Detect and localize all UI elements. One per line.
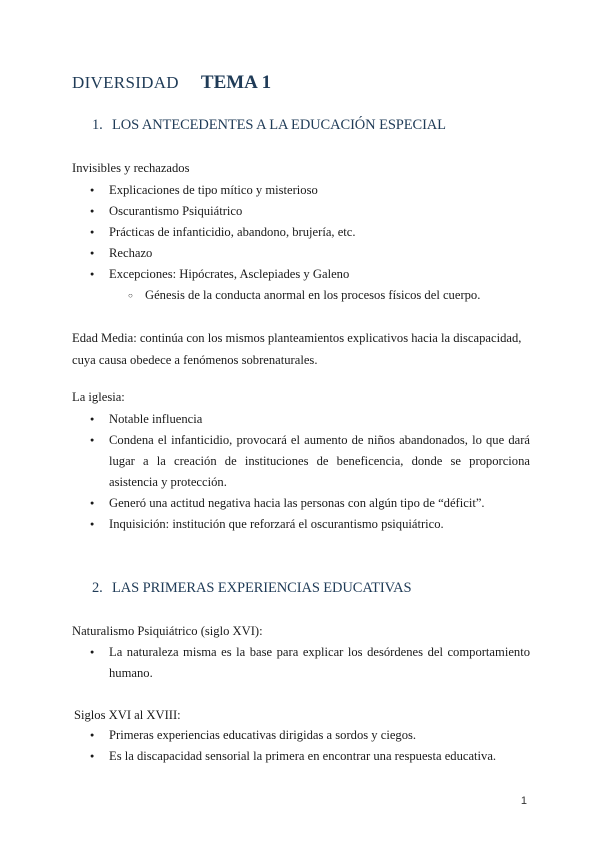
list-item: ● Notable influencia xyxy=(90,409,530,430)
title-topic: TEMA 1 xyxy=(200,72,272,93)
excepciones-sublist xyxy=(128,285,528,306)
list-item: ● Generó una actitud negativa hacia las personas con algún tipo de “déficit”. xyxy=(90,493,530,514)
list-item: ● Inquisición: institución que reforzará el oscurantismo psiquiátrico. xyxy=(90,514,530,535)
edad-media-paragraph: Edad Media: continúa con los mismos planteamientos explicativos hacia la discapacidad, cuya causa obedece a fenómenos sobrenaturales. xyxy=(72,331,522,367)
section-1-title: LOS ANTECEDENTES A LA EDUCACIÓN ESPECIAL xyxy=(112,117,446,133)
document-title xyxy=(72,72,271,94)
list-item: ● La naturaleza misma es la base para explicar los desórdenes del comportamiento humano. xyxy=(90,642,530,684)
iglesia-list xyxy=(90,409,530,535)
invisibles-list xyxy=(90,180,530,285)
page-number: 1 xyxy=(520,795,527,807)
sublist-item: ○ Génesis de la conducta anormal en los procesos físicos del cuerpo. xyxy=(128,285,528,306)
list-item: ● Oscurantismo Psiquiátrico xyxy=(90,201,530,222)
list-item: ● Es la discapacidad sensorial la primera en encontrar una respuesta educativa. xyxy=(90,746,530,767)
list-item: ● Explicaciones de tipo mítico y misterioso xyxy=(90,180,530,201)
siglos-list xyxy=(90,725,530,767)
invisibles-label: Invisibles y rechazados xyxy=(72,161,190,175)
section-2-number: 2. xyxy=(92,580,103,596)
list-item: ● Rechazo xyxy=(90,243,530,264)
title-subject: DIVERSIDAD xyxy=(72,73,179,92)
list-item: ● Excepciones: Hipócrates, Asclepiades y Galeno xyxy=(90,264,530,285)
list-item: ● Prácticas de infanticidio, abandono, brujería, etc. xyxy=(90,222,530,243)
section-2-heading xyxy=(92,580,411,597)
list-item: ● Primeras experiencias educativas dirigidas a sordos y ciegos. xyxy=(90,725,530,746)
list-item: ● Condena el infanticidio, provocará el aumento de niños abandonados, lo que dará lugar a la creación de instituciones de beneficencia, donde se proporciona asistencia y protección. xyxy=(90,430,530,493)
iglesia-label: La iglesia: xyxy=(72,390,125,404)
section-1-number: 1. xyxy=(92,117,103,133)
siglos-label: Siglos XVI al XVIII: xyxy=(74,708,181,722)
section-2-title: LAS PRIMERAS EXPERIENCIAS EDUCATIVAS xyxy=(112,580,412,596)
section-1-heading xyxy=(92,117,446,134)
naturalismo-label: Naturalismo Psiquiátrico (siglo XVI): xyxy=(72,624,263,638)
naturalismo-list xyxy=(90,642,530,684)
